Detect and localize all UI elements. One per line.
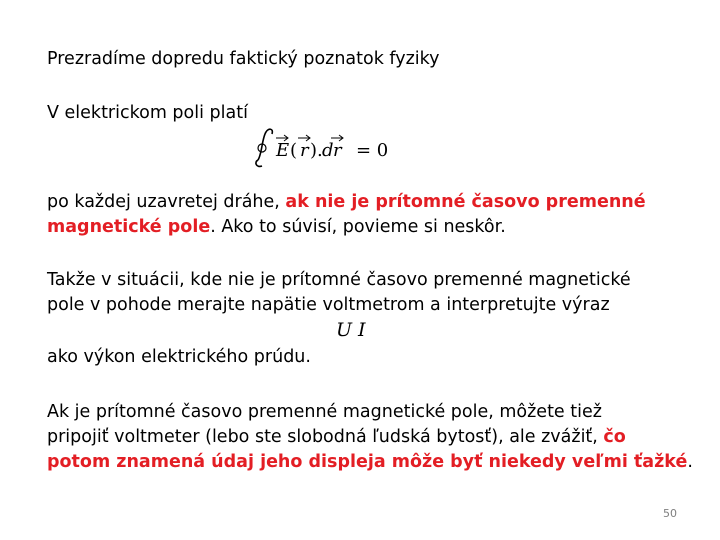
paragraph-3-text: pripojiť voltmeter (lebo ste slobodná ľudská bytosť), ale zvážiť, [47,427,604,447]
svg-text:r: r [333,140,342,161]
page-number: 50 [663,507,677,520]
paragraph-1-line-2 [47,215,506,239]
intro-line-1: Prezradíme dopredu faktický poznatok fyziky [47,49,440,69]
paragraph-2-line-2: pole v pohode merajte napätie voltmetrom a interpretujte výraz [47,295,610,315]
paragraph-3-red-text: čo [603,427,626,447]
svg-text:).: ). [310,140,323,161]
paragraph-1-text: po každej uzavretej dráhe, [47,192,286,212]
paragraph-3-text-end: . [687,452,693,472]
ui-expression: U I [336,319,366,341]
paragraph-1-text-2: . Ako to súvisí, povieme si neskôr. [210,217,506,237]
paragraph-1-red-text: ak nie je prítomné časovo premenné [285,192,646,212]
paragraph-2-line-1: Takže v situácii, kde nie je prítomné časovo premenné magnetické [47,270,631,290]
paragraph-2-line-3: ako výkon elektrického prúdu. [47,347,311,367]
paragraph-3-red-text-2: potom znamená údaj jeho displeja môže byť niekedy veľmi ťažké [47,452,688,472]
svg-text:E: E [276,140,290,161]
paragraph-1-red-text-2: magnetické pole [47,217,211,237]
paragraph-3-line-1: Ak je prítomné časovo premenné magnetické pole, môžete tiež [47,402,602,422]
svg-text:r: r [300,140,309,161]
svg-text:d: d [322,140,334,161]
paragraph-3-line-3 [47,450,693,474]
svg-text:(: ( [290,140,298,161]
paragraph-1-line-1 [47,190,646,214]
svg-text:= 0: = 0 [356,140,389,161]
contour-integral-equation [252,124,412,176]
intro-line-2: V elektrickom poli platí [47,103,248,123]
paragraph-3-line-2 [47,425,626,449]
